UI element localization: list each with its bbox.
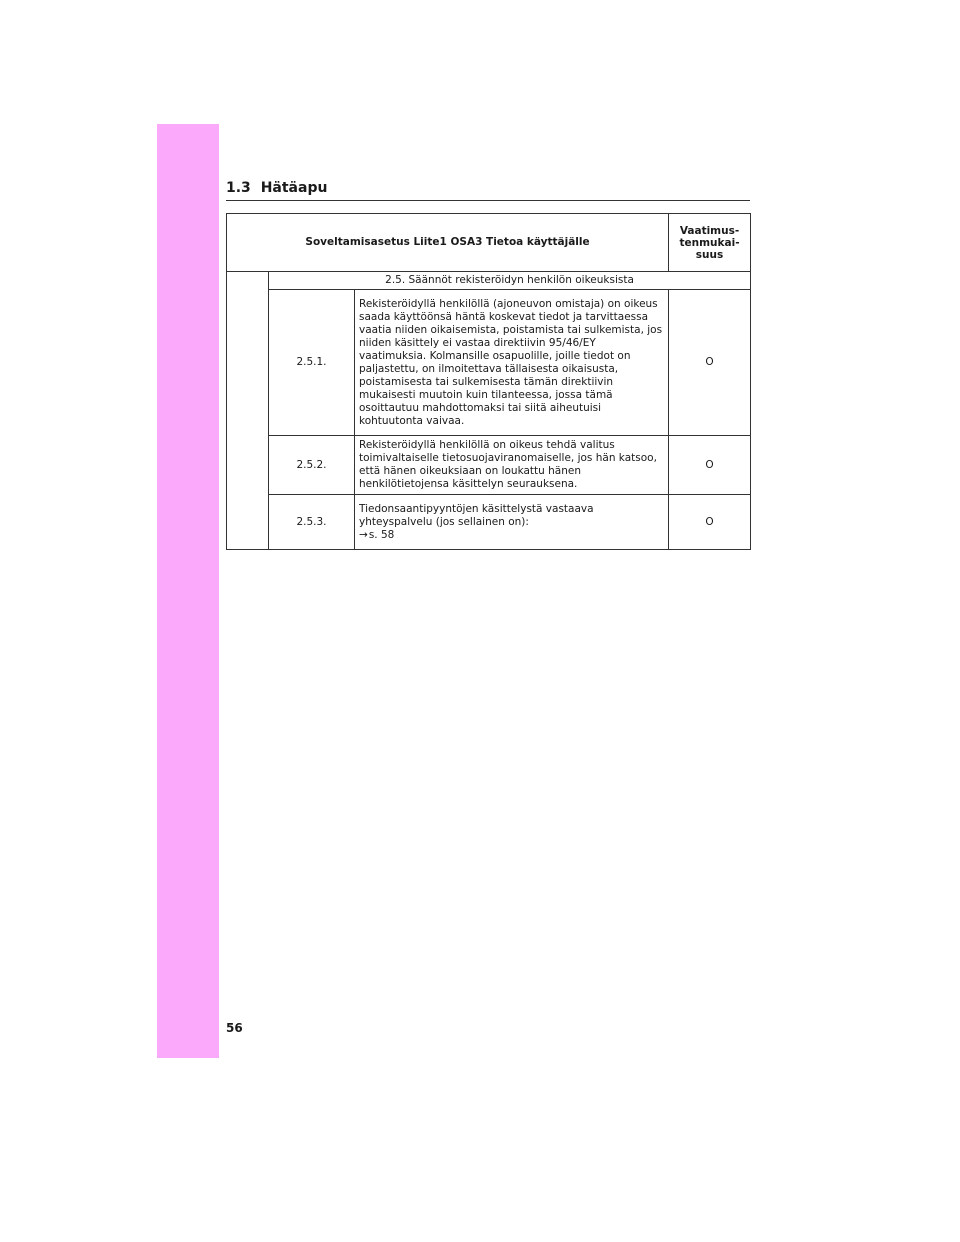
row-code: 2.5.1. (269, 290, 355, 436)
section-title: Hätäapu (260, 180, 328, 196)
row-code: 2.5.3. (269, 495, 355, 550)
section-number: 1.3 (226, 180, 251, 196)
requirements-table (226, 213, 751, 550)
table-row (227, 290, 751, 436)
subsection-row (227, 272, 751, 290)
row-compliance: O (669, 436, 751, 495)
table-row (227, 495, 751, 550)
page-reference[interactable] (359, 529, 664, 542)
page-reference-label: s. 58 (368, 528, 395, 541)
row-code: 2.5.2. (269, 436, 355, 495)
header-compliance (669, 214, 751, 272)
header-compliance-label: Vaatimus- tenmukai- suus (679, 224, 740, 261)
row-compliance: O (669, 495, 751, 550)
page-number: 56 (226, 1021, 243, 1035)
row-text: Rekisteröidyllä henkilöllä (ajoneuvon omistaja) on oikeus saada käyttöönsä häntä koskevat tiedot ja tarvittaessa vaatia niiden oikaisemista, poistamista tai sulkemista, jos niiden käsittely ei vastaa direktiivin 95/46/EY vaatimuksia. Kolmansille osapuolille, joille tiedot on paljastettu, on ilmoitettava tällaisesta oikaisusta, poistamisesta tai sulkemisesta tämän direktiivin mukaisesti muutoin kuin tilanteessa, jossa tämä osoittautuu mahdottomaksi tai siitä aiheutuisi kohtuutonta vaivaa. (355, 290, 669, 436)
empty-left-cell (227, 272, 269, 550)
arrow-right-icon: → (359, 528, 368, 541)
chapter-side-tab (157, 124, 219, 1058)
section-heading (226, 180, 750, 201)
header-regulation: Soveltamisasetus Liite1 OSA3 Tietoa käyttäjälle (227, 214, 669, 272)
row-text-cell (355, 495, 669, 550)
table-row (227, 436, 751, 495)
table-header-row (227, 214, 751, 272)
row-text: Tiedonsaantipyyntöjen käsittelystä vastaava yhteyspalvelu (jos sellainen on): (359, 502, 594, 528)
subsection-heading: 2.5. Säännöt rekisteröidyn henkilön oikeuksista (269, 272, 751, 290)
row-compliance: O (669, 290, 751, 436)
row-text: Rekisteröidyllä henkilöllä on oikeus tehdä valitus toimivaltaiselle tietosuojaviranomaiselle, jos hän katsoo, että hänen oikeuksiaan on loukattu hänen henkilötietojensa käsittelyn seurauksena. (355, 436, 669, 495)
